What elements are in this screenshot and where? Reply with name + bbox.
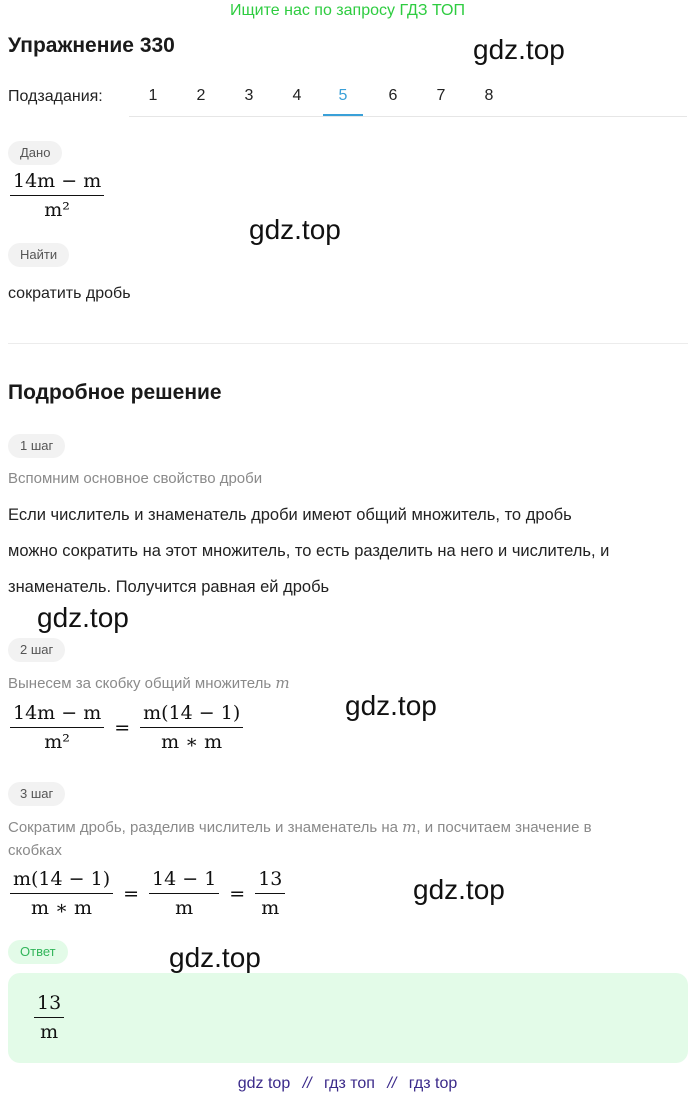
- find-text: сократить дробь: [8, 285, 131, 302]
- answer-denominator: m: [40, 1021, 59, 1043]
- equals-sign: =: [123, 882, 140, 905]
- footer-link-1[interactable]: gdz top: [237, 1075, 291, 1092]
- step-2-right-numerator: m(14 − 1): [140, 702, 243, 728]
- tab-subtask-1[interactable]: 1: [148, 87, 158, 104]
- subtasks-tabs: [129, 80, 687, 117]
- page-title: Упражнение 330: [8, 34, 175, 57]
- tab-subtask-3[interactable]: 3: [244, 87, 254, 104]
- step-3-f2-numerator: 14 − 1: [149, 868, 219, 894]
- answer-box: [8, 973, 688, 1063]
- watermark: gdz.top: [169, 942, 261, 973]
- answer-fraction: [32, 992, 66, 1043]
- step-2-left-numerator: 14m − m: [10, 702, 104, 728]
- step-2-hint: [8, 674, 290, 692]
- tab-subtask-8[interactable]: 8: [484, 87, 494, 104]
- given-badge: Дано: [8, 141, 62, 165]
- step-3-hint-variable: m: [402, 818, 417, 836]
- tab-subtask-4[interactable]: 4: [292, 87, 302, 104]
- step-3-f1-numerator: m(14 − 1): [10, 868, 113, 894]
- watermark: gdz.top: [37, 602, 129, 633]
- search-banner: Ищите нас по запросу ГДЗ ТОП: [230, 2, 465, 19]
- step-2-hint-text: Вынесем за скобку общий множитель: [8, 675, 272, 692]
- footer-links: [0, 1075, 695, 1093]
- subtasks-label: Подзадания:: [8, 88, 103, 105]
- footer-separator: //: [302, 1075, 312, 1092]
- step-1-line-3: знаменатель. Получится равная ей дробь: [8, 578, 330, 596]
- step-3-badge: 3 шаг: [8, 782, 65, 806]
- step-3-hint: [8, 818, 668, 836]
- watermark: gdz.top: [413, 874, 505, 905]
- step-1-line-2: можно сократить на этот множитель, то есть разделить на него и числитель, и: [8, 542, 610, 560]
- step-3-f3-denominator: m: [261, 897, 280, 919]
- step-3-f3-numerator: 13: [255, 868, 285, 894]
- given-numerator: 14m − m: [10, 170, 104, 196]
- step-1-hint: Вспомним основное свойство дроби: [8, 470, 263, 487]
- section-divider: [8, 343, 688, 344]
- watermark: gdz.top: [473, 34, 565, 65]
- footer-link-2[interactable]: гдз топ: [324, 1075, 375, 1092]
- step-3-hint-line-2: скобках: [8, 842, 62, 859]
- step-2-hint-variable: m: [275, 674, 290, 692]
- watermark: gdz.top: [249, 214, 341, 245]
- given-fraction: [8, 170, 106, 221]
- tab-subtask-2[interactable]: 2: [196, 87, 206, 104]
- step-3-hint-text-b: , и посчитаем значение в: [416, 819, 592, 836]
- equals-sign: =: [114, 716, 131, 739]
- answer-numerator: 13: [34, 992, 64, 1018]
- step-3-f2-denominator: m: [175, 897, 194, 919]
- given-denominator: m²: [44, 199, 70, 221]
- step-2-right-denominator: m ∗ m: [161, 731, 223, 753]
- step-1-line-1: Если числитель и знаменатель дроби имеют общий множитель, то дробь: [8, 506, 572, 524]
- find-badge: Найти: [8, 243, 69, 267]
- tab-subtask-5[interactable]: 5: [323, 80, 363, 116]
- step-2-badge: 2 шаг: [8, 638, 65, 662]
- step-2-left-denominator: m²: [44, 731, 70, 753]
- step-3-hint-text-a: Сократим дробь, разделив числитель и знаменатель на: [8, 819, 398, 836]
- step-1-badge: 1 шаг: [8, 434, 65, 458]
- footer-separator: //: [387, 1075, 397, 1092]
- answer-badge: Ответ: [8, 940, 68, 964]
- solution-heading: Подробное решение: [8, 381, 222, 404]
- equals-sign: =: [229, 882, 246, 905]
- step-3-expression: [8, 868, 287, 919]
- watermark: gdz.top: [345, 690, 437, 721]
- tab-subtask-6[interactable]: 6: [388, 87, 398, 104]
- footer-link-3[interactable]: гдз top: [408, 1075, 458, 1092]
- tab-subtask-7[interactable]: 7: [436, 87, 446, 104]
- step-2-expression: [8, 702, 245, 753]
- step-3-f1-denominator: m ∗ m: [31, 897, 93, 919]
